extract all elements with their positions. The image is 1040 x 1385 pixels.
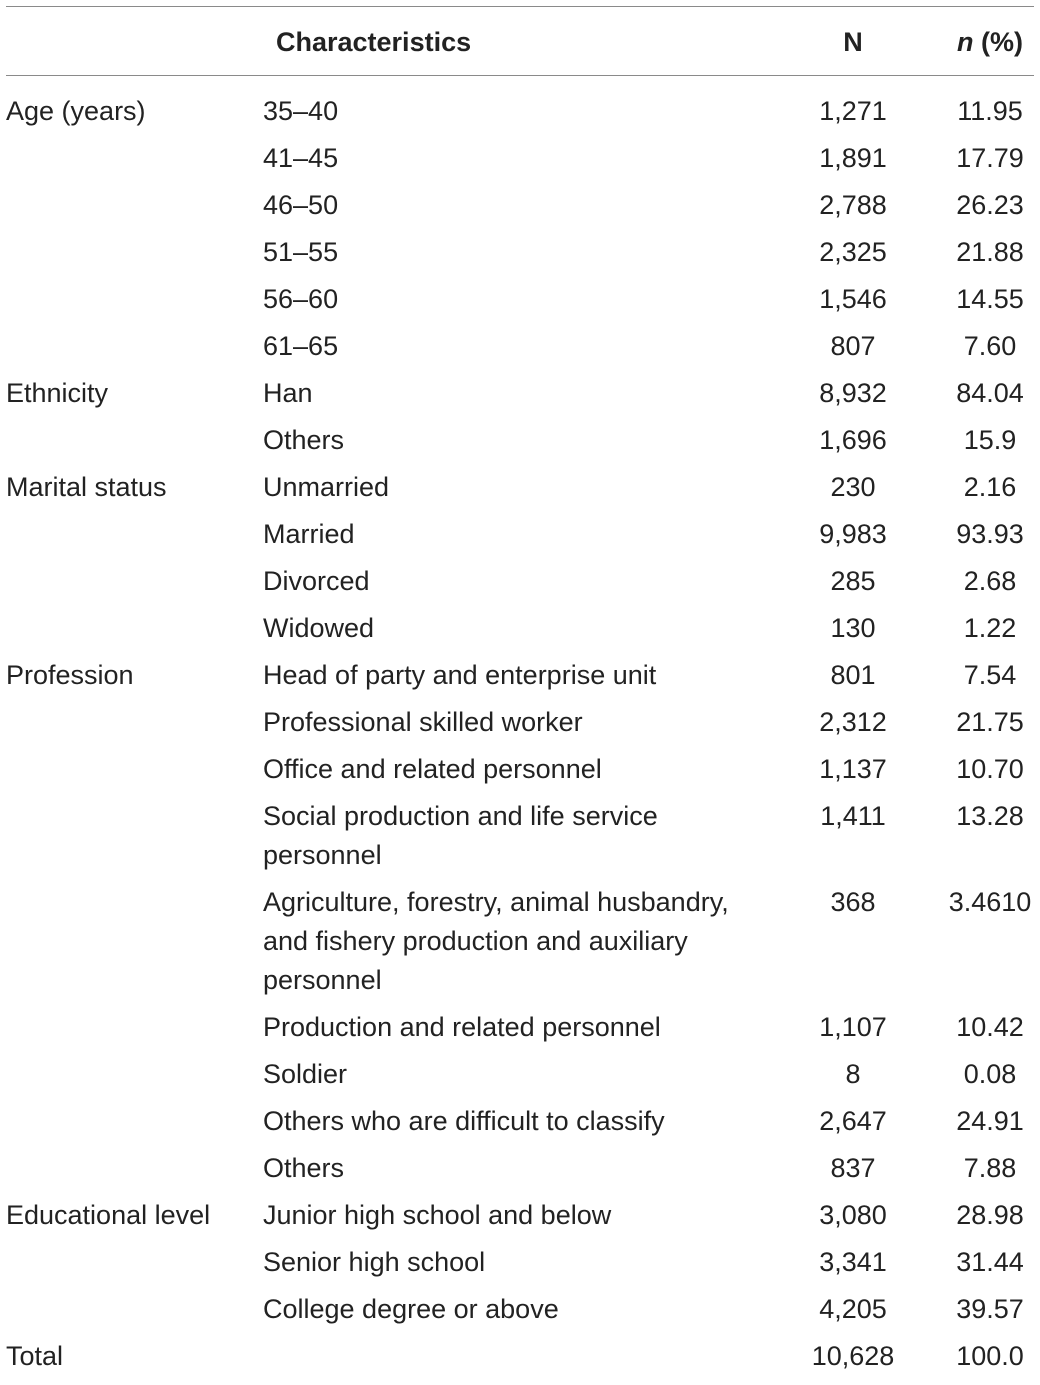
row-characteristic: 46–50 — [263, 190, 339, 220]
table-row — [0, 1008, 1040, 1055]
row-percent: 100.0 — [956, 1341, 1024, 1371]
row-n: 2,788 — [819, 190, 887, 220]
table-row — [0, 1149, 1040, 1196]
row-characteristic: Widowed — [263, 613, 375, 643]
table-row — [0, 186, 1040, 233]
row-characteristic: Han — [263, 378, 313, 408]
row-characteristic: 61–65 — [263, 331, 339, 361]
row-n: 3,341 — [819, 1247, 887, 1277]
row-characteristic: 41–45 — [263, 143, 339, 173]
table-row — [0, 280, 1040, 327]
row-percent: 17.79 — [956, 143, 1024, 173]
row-percent: 21.75 — [956, 707, 1024, 737]
header-characteristics: Characteristics — [276, 27, 472, 57]
row-percent: 7.88 — [963, 1153, 1017, 1183]
table-row — [0, 797, 1040, 883]
table-row — [0, 1102, 1040, 1149]
row-n: 2,325 — [819, 237, 887, 267]
row-percent: 10.42 — [956, 1012, 1024, 1042]
row-characteristic: College degree or above — [263, 1294, 559, 1324]
row-characteristic: Others who are difficult to classify — [263, 1106, 665, 1136]
row-n: 2,647 — [819, 1106, 887, 1136]
row-group: Profession — [6, 660, 134, 690]
row-percent: 93.93 — [956, 519, 1024, 549]
row-characteristic — [263, 1337, 763, 1384]
header-percent-n: n — [957, 27, 974, 57]
row-percent: 2.68 — [963, 566, 1017, 596]
row-percent: 21.88 — [956, 237, 1024, 267]
row-characteristic: 35–40 — [263, 96, 339, 126]
row-n: 368 — [830, 887, 876, 917]
row-n: 801 — [830, 660, 876, 690]
row-percent: 2.16 — [963, 472, 1017, 502]
row-n: 807 — [830, 331, 876, 361]
row-n: 1,891 — [819, 143, 887, 173]
row-characteristic: Agriculture, forestry, animal husbandry, and fishery production and auxiliary personnel — [263, 887, 729, 995]
row-characteristic: Unmarried — [263, 472, 390, 502]
row-n: 285 — [830, 566, 876, 596]
row-n: 1,411 — [820, 801, 886, 831]
row-n: 1,546 — [819, 284, 887, 314]
header-n: N — [843, 27, 863, 57]
table-header-rule — [6, 75, 1034, 76]
row-characteristic: Others — [263, 425, 345, 455]
row-characteristic: Head of party and enterprise unit — [263, 660, 657, 690]
row-characteristic: Production and related personnel — [263, 1012, 661, 1042]
row-percent: 7.60 — [963, 331, 1017, 361]
row-percent: 3.4610 — [948, 887, 1032, 917]
row-percent: 84.04 — [956, 378, 1024, 408]
table-row — [0, 1243, 1040, 1290]
table-row-total — [0, 1337, 1040, 1384]
row-characteristic: Divorced — [263, 566, 370, 596]
table-row — [0, 750, 1040, 797]
row-n: 130 — [830, 613, 876, 643]
table-row — [0, 139, 1040, 186]
table-row — [0, 1196, 1040, 1243]
table-row — [0, 421, 1040, 468]
table-row — [0, 515, 1040, 562]
row-characteristic: Social production and life service personnel — [263, 801, 658, 870]
row-characteristic: Married — [263, 519, 355, 549]
row-n: 837 — [830, 1153, 876, 1183]
row-n: 8 — [845, 1059, 861, 1089]
row-group: Marital status — [6, 472, 167, 502]
row-characteristic: Professional skilled worker — [263, 707, 583, 737]
row-characteristic: 56–60 — [263, 284, 339, 314]
table-row — [0, 609, 1040, 656]
row-n: 3,080 — [819, 1200, 887, 1230]
row-characteristic: Senior high school — [263, 1247, 486, 1277]
row-n: 1,137 — [819, 754, 887, 784]
row-n: 1,696 — [819, 425, 887, 455]
table-row — [0, 92, 1040, 139]
row-percent: 28.98 — [956, 1200, 1024, 1230]
row-n: 1,107 — [819, 1012, 887, 1042]
row-n: 9,983 — [819, 519, 887, 549]
row-percent: 31.44 — [956, 1247, 1024, 1277]
row-percent: 39.57 — [956, 1294, 1024, 1324]
table-row — [0, 703, 1040, 750]
table-row — [0, 883, 1040, 1008]
row-n: 8,932 — [819, 378, 887, 408]
row-group: Ethnicity — [6, 378, 109, 408]
row-percent: 15.9 — [963, 425, 1017, 455]
row-n: 1,271 — [819, 96, 887, 126]
table-row — [0, 327, 1040, 374]
table-body — [0, 92, 1040, 1384]
row-percent: 11.95 — [957, 96, 1023, 126]
row-characteristic: Soldier — [263, 1059, 348, 1089]
header-percent-symbol: (%) — [973, 27, 1023, 57]
row-percent: 13.28 — [956, 801, 1024, 831]
table-row — [0, 1055, 1040, 1102]
row-group: Educational level — [6, 1200, 211, 1230]
row-n: 10,628 — [811, 1341, 895, 1371]
row-group: Total — [6, 1341, 64, 1371]
table-row — [0, 562, 1040, 609]
row-characteristic: Junior high school and below — [263, 1200, 612, 1230]
table-row — [0, 233, 1040, 280]
header-percent — [940, 27, 1040, 57]
row-n: 4,205 — [819, 1294, 887, 1324]
row-percent: 10.70 — [956, 754, 1024, 784]
table-row — [0, 1290, 1040, 1337]
row-percent: 0.08 — [963, 1059, 1017, 1089]
table-row — [0, 656, 1040, 703]
table-header — [0, 7, 1040, 75]
row-characteristic: 51–55 — [263, 237, 339, 267]
table-row — [0, 468, 1040, 515]
row-n: 230 — [830, 472, 876, 502]
row-characteristic: Office and related personnel — [263, 754, 602, 784]
row-percent: 7.54 — [963, 660, 1017, 690]
table-row — [0, 374, 1040, 421]
row-n: 2,312 — [819, 707, 887, 737]
row-characteristic: Others — [263, 1153, 345, 1183]
row-percent: 26.23 — [956, 190, 1024, 220]
row-group: Age (years) — [6, 96, 146, 126]
row-percent: 14.55 — [956, 284, 1024, 314]
row-percent: 1.22 — [963, 613, 1017, 643]
row-percent: 24.91 — [956, 1106, 1024, 1136]
